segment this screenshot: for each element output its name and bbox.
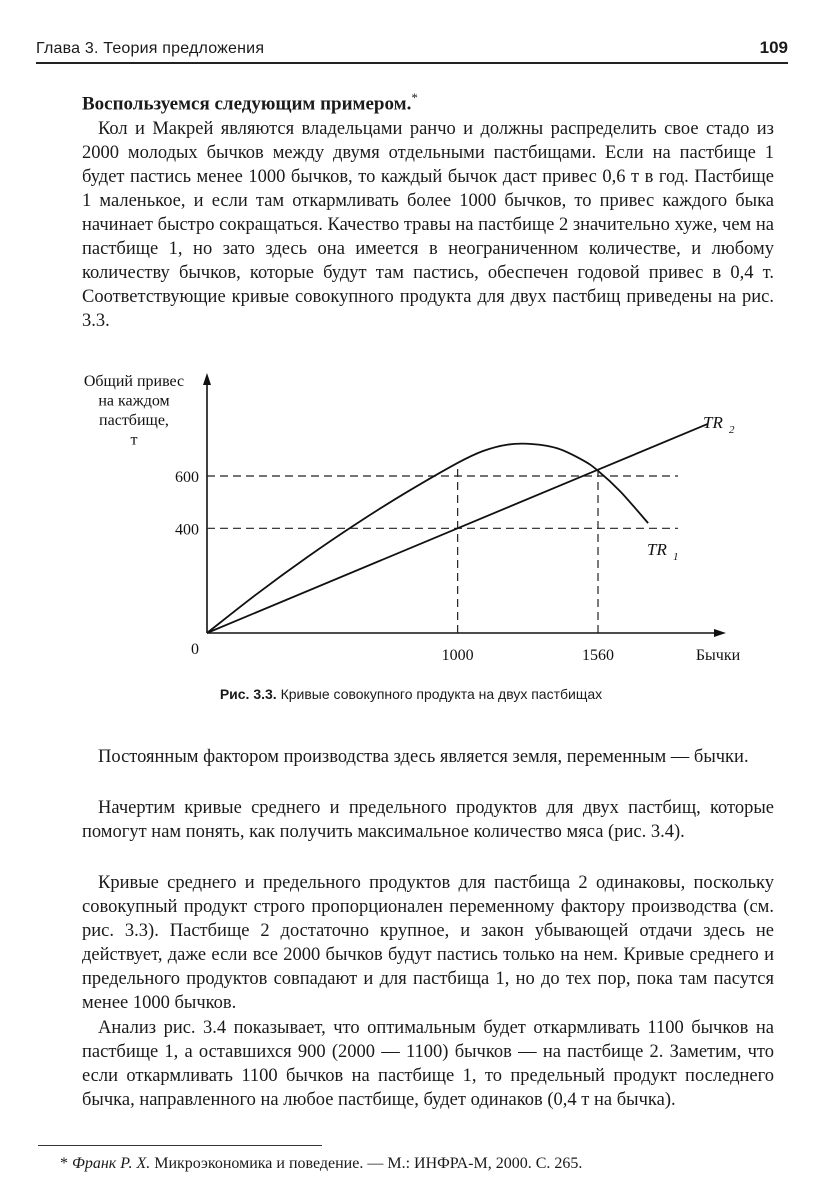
paragraph-analysis: Анализ рис. 3.4 показывает, что оптимальным будет откармливать 1100 бычков на пастбище 1, а оставшихся 900 (2000 — 1100) бычков — на пастбище 2. Заметим, что если откармливать 1100 бычков на пастбище 1, то предельный продукт последнего бычка, направленного на любое пастбище, будет одинаков (0,4 т на бычка). — [82, 1018, 774, 1110]
footnote-marker: * — [411, 90, 418, 105]
y-axis-label-line-2: на каждом — [98, 392, 170, 410]
series-label-tr2-sub: 2 — [729, 424, 735, 436]
paragraph-factors: Постоянным фактором производства здесь является земля, переменным — бычки. — [98, 747, 749, 767]
footnote-marker-bottom: * — [60, 1155, 68, 1172]
series-label-tr1: TR — [647, 540, 667, 559]
series-label-tr1-sub: 1 — [673, 551, 679, 563]
paragraph-draw-curves: Начертим кривые среднего и предельного продуктов для двух пастбищ, которые помогут нам понять, как получить максимальное количество мяса (рис. 3.4). — [82, 798, 774, 842]
total-product-chart — [0, 350, 822, 690]
y-tick-label-400: 400 — [175, 521, 199, 539]
page-number: 109 — [759, 38, 788, 57]
running-header — [36, 28, 788, 64]
x-tick-label-1560: 1560 — [582, 647, 614, 664]
caption-number: Рис. 3.3. — [219, 686, 277, 702]
caption-text: Кривые совокупного продукта на двух пастбищах — [280, 686, 603, 702]
x-axis-label: Бычки — [695, 647, 741, 664]
lead-text: Воспользуемся следующим примером. — [82, 93, 412, 115]
y-axis-label-line-1: Общий привес — [83, 373, 185, 390]
footnote — [60, 1155, 582, 1173]
y-axis-label-line-4: т — [130, 431, 138, 449]
x-tick-label-1000: 1000 — [441, 647, 474, 664]
footnote-text: Микроэкономика и поведение. — М.: ИНФРА-М, 2000. С. 265. — [154, 1155, 583, 1172]
x-axis-arrow — [714, 629, 726, 637]
chapter-title: Глава 3. Теория предложения — [36, 40, 265, 57]
figure-3-3 — [0, 350, 822, 690]
origin-label: 0 — [191, 641, 199, 658]
figure-caption — [0, 686, 822, 702]
series-label-tr2: TR — [703, 413, 723, 432]
y-axis-label-line-3: пастбище, — [99, 412, 169, 429]
y-axis-arrow — [203, 373, 211, 385]
footnote-rule — [38, 1145, 322, 1146]
y-tick-label-600: 600 — [175, 469, 199, 486]
paragraph-average-marginal: Кривые среднего и предельного продуктов для пастбища 2 одинаковы, поскольку совокупный продукт строго пропорционален переменному фактору производства (см. рис. 3.3). Пастбище 2 достаточно крупное, и закон убывающей отдачи здесь не действует, даже если все 2000 бычков будут пастись только на нем. Кривые среднего и предельного продуктов совпадают и для пастбища 1, но до тех пор, пока там пасутся менее 1000 бычков. — [82, 873, 774, 1013]
paragraph-intro: Кол и Макрей являются владельцами ранчо и должны распределить свое стадо из 2000 молодых бычков между двумя отдельными пастбищами. Если на пастбище 1 будет пастись менее 1000 бычков, то каждый бычок даст привес 0,6 т в год. Пастбище 1 маленькое, и если там откармливать более 1000 бычков, то привес каждого быка начинает быстро сокращаться. Качество травы на пастбище 2 значительно хуже, чем на пастбище 1, но зато здесь она имеется в неограниченном количестве, и любому количеству бычков, которые будут там пастись, обеспечен годовой привес в 0,4 т. Соответствующие кривые совокупного продукта для двух пастбищ приведены на рис. 3.3. — [82, 119, 774, 331]
footnote-author: Франк Р. Х. — [72, 1155, 151, 1172]
lead-heading — [82, 90, 418, 115]
